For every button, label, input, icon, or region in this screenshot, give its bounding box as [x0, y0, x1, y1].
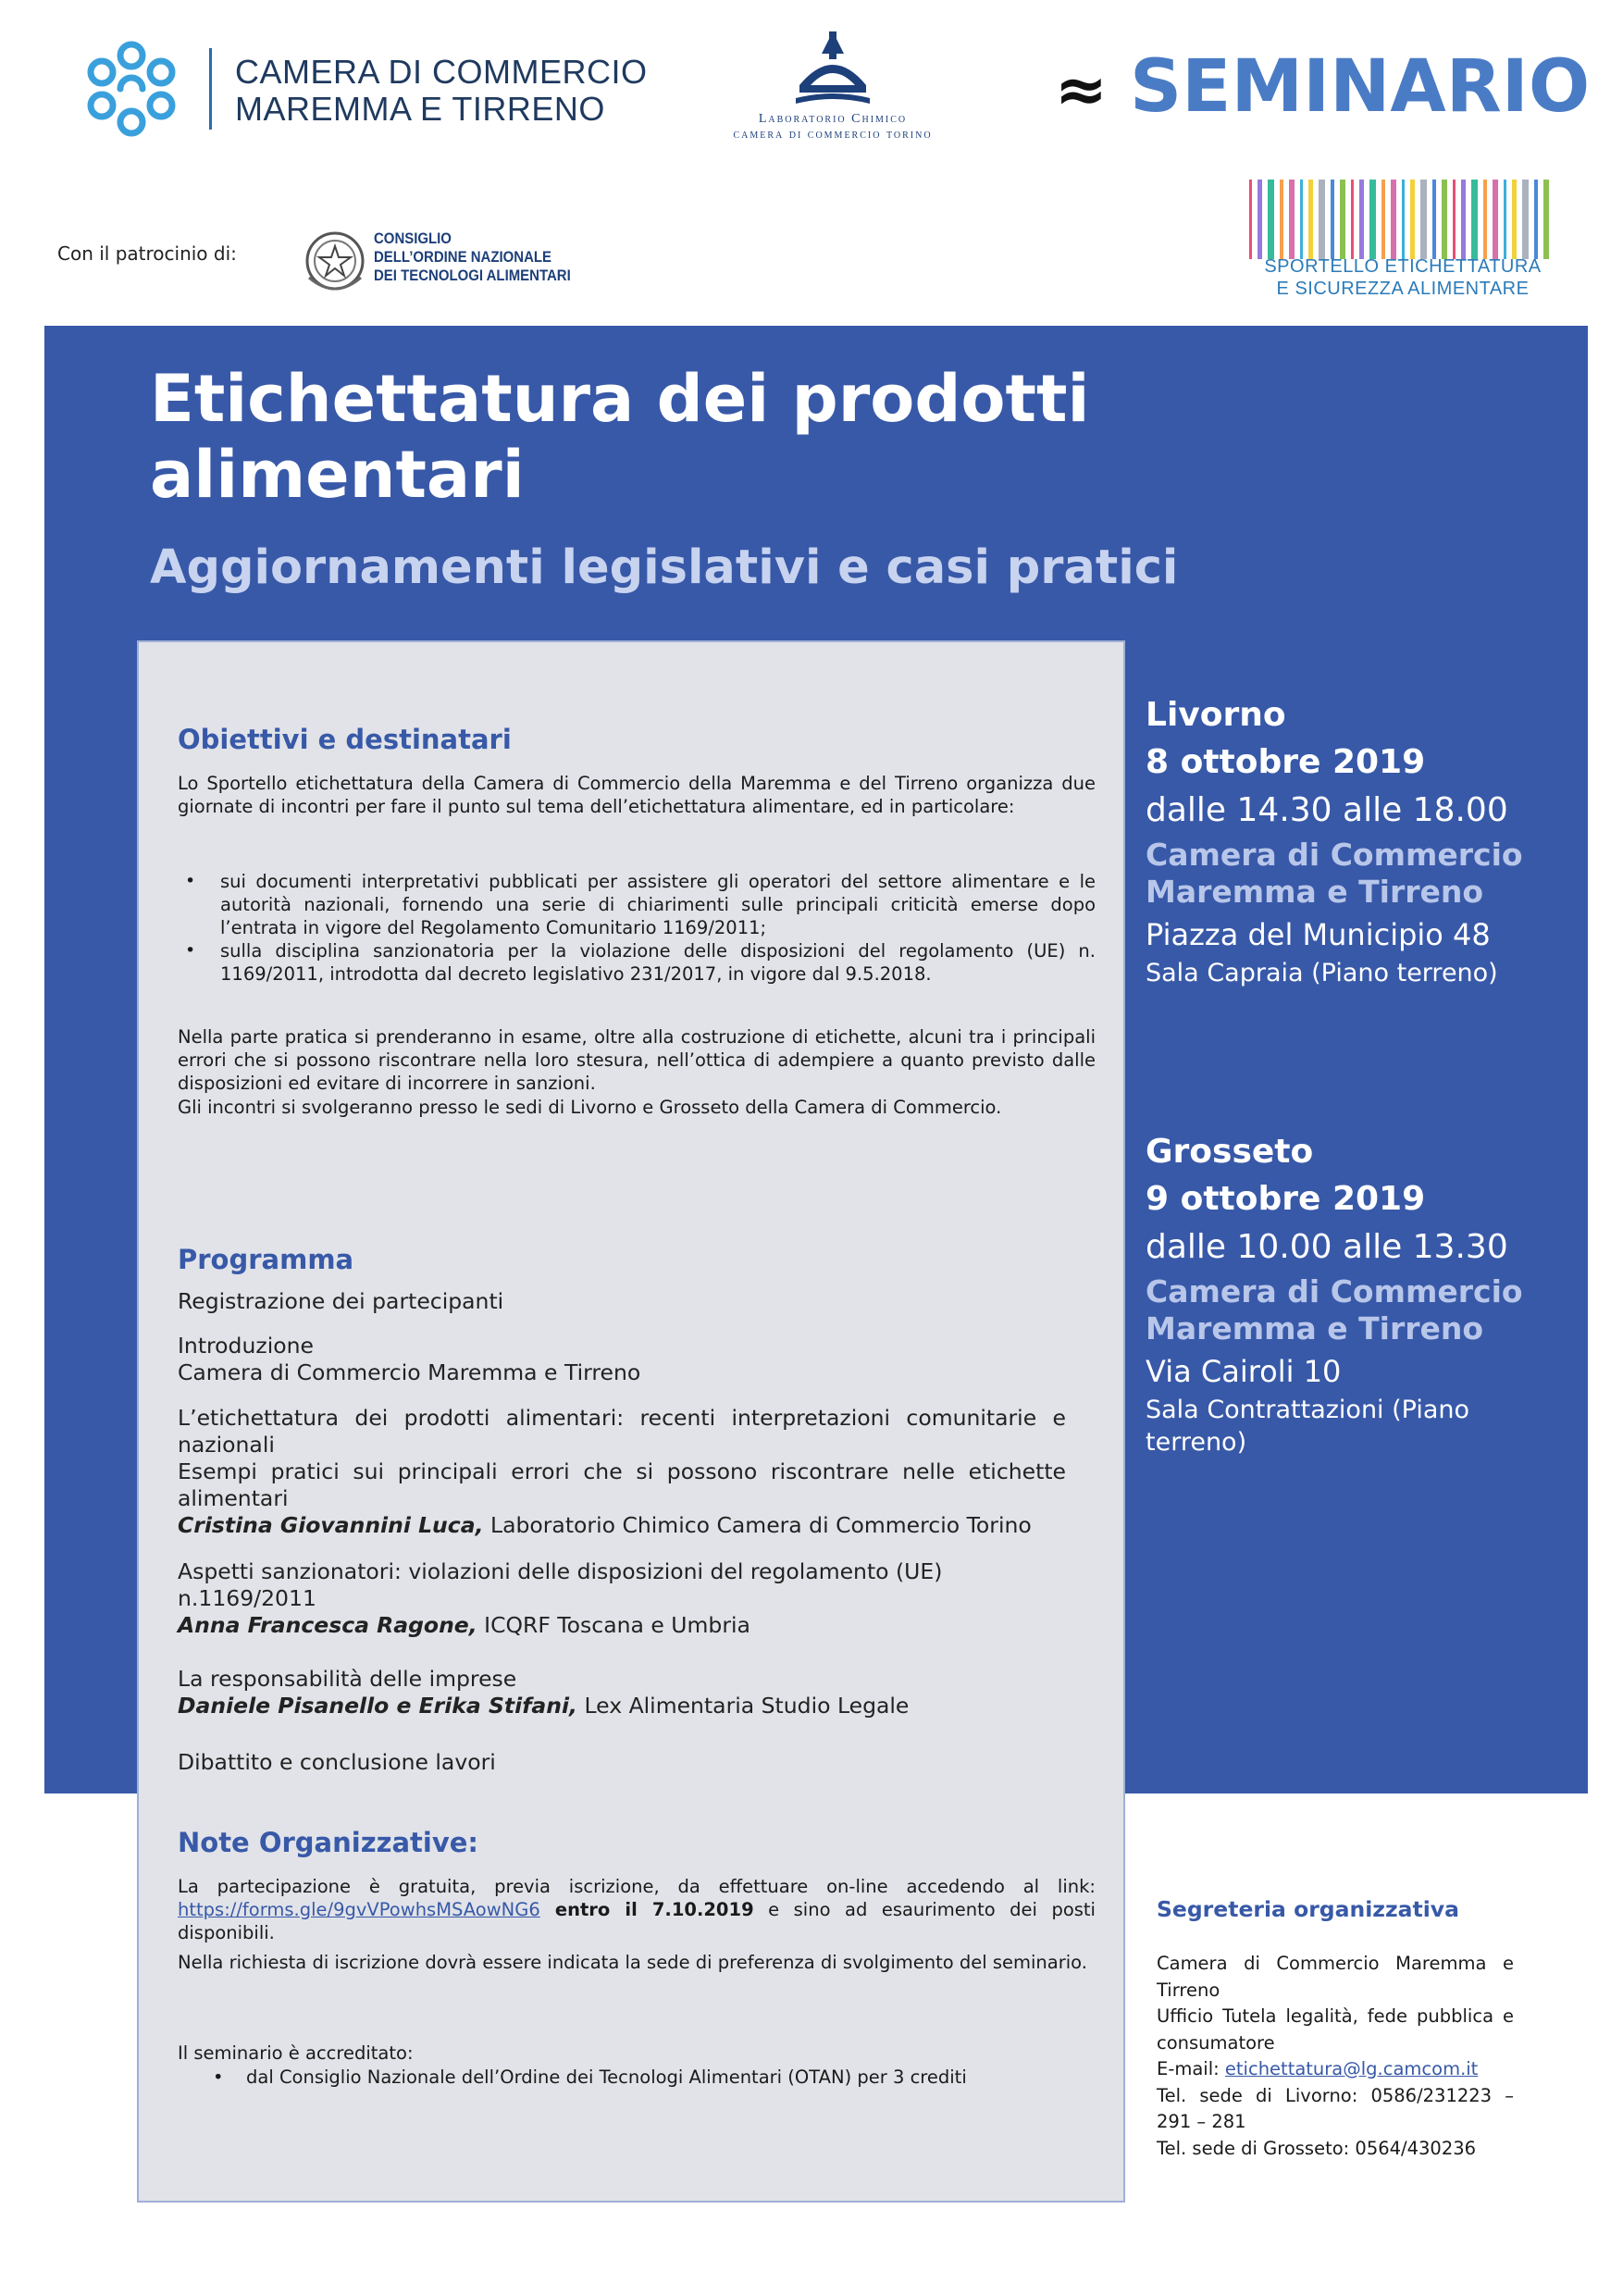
programma-sanzioni — [178, 1558, 1066, 1639]
event-time: dalle 10.00 alle 13.30 — [1146, 1228, 1508, 1266]
etichettatura-topic: L’etichettatura dei prodotti alimentari: recenti interpretazioni comunitarie e nazionali — [178, 1405, 1066, 1458]
barcode-bar — [1308, 180, 1313, 259]
seminario-heading — [1055, 41, 1590, 137]
ccm-logo — [80, 37, 648, 139]
sportello-logo-line1: SPORTELLO ETICHETTATURA — [1264, 256, 1542, 277]
ccm-logo-text — [235, 54, 648, 128]
barcode-bar — [1268, 180, 1274, 259]
note-deadline: entro il 7.10.2019 — [539, 1899, 754, 1920]
barcode-bar — [1331, 180, 1334, 259]
obiettivi-heading: Obiettivi e destinatari — [178, 724, 512, 755]
barcode-bar — [1369, 180, 1376, 259]
event-venue-line2: Maremma e Tirreno — [1146, 874, 1484, 910]
event-venue-line1: Camera di Commercio — [1146, 837, 1523, 873]
barcode-bar — [1410, 180, 1415, 259]
registration-link[interactable]: https://forms.gle/9gvVPowhsMSAowNG6 — [178, 1899, 540, 1920]
email-label: E-mail: — [1157, 2058, 1225, 2079]
page-title — [150, 361, 1260, 513]
otan-logo-line3: DEI TECNOLOGI ALIMENTARI — [374, 267, 571, 284]
event-city: Grosseto — [1146, 1133, 1314, 1171]
barcode-icon — [1249, 180, 1555, 259]
barcode-bar — [1300, 180, 1303, 259]
speaker-1-org: Laboratorio Chimico Camera di Commercio Torino — [483, 1512, 1032, 1538]
event-address: Via Cairoli 10 — [1146, 1354, 1342, 1389]
event-date: 8 ottobre 2019 — [1146, 743, 1426, 781]
email-link[interactable]: etichettatura@lg.camcom.it — [1224, 2058, 1479, 2079]
note-accreditato: Il seminario è accreditato: — [178, 2042, 414, 2064]
lab-logo-line2: camera di commercio torino — [733, 128, 933, 142]
speaker-1 — [178, 1512, 1066, 1539]
barcode-bar — [1442, 180, 1447, 259]
responsabilita-topic: La responsabilità delle imprese — [178, 1666, 517, 1692]
speaker-3-name: Daniele Pisanello e Erika Stifani, — [178, 1693, 577, 1719]
sportello-logo-text — [1245, 255, 1560, 300]
barcode-bar — [1461, 180, 1466, 259]
approx-symbol: ≈ — [1055, 54, 1108, 127]
barcode-bar — [1381, 180, 1385, 259]
event-date: 9 ottobre 2019 — [1146, 1180, 1426, 1218]
barcode-bar — [1543, 180, 1549, 259]
introduzione-by: Camera di Commercio Maremma e Tirreno — [178, 1359, 641, 1385]
barcode-bar — [1319, 180, 1325, 259]
event-room: Sala Capraia (Piano terreno) — [1146, 959, 1498, 987]
segreteria-tel-grosseto: Tel. sede di Grosseto: 0564/430236 — [1157, 2137, 1477, 2159]
event-city: Livorno — [1146, 696, 1286, 734]
barcode-bar — [1483, 180, 1487, 259]
barcode-bar — [1420, 180, 1427, 259]
sanzioni-topic: Aspetti sanzionatori: violazioni delle disposizioni del regolamento (UE) n.1169/2011 — [178, 1558, 943, 1611]
note-iscrizione — [178, 1875, 1096, 1944]
barcode-bar — [1359, 180, 1364, 259]
speaker-1-name: Cristina Giovannini Luca, — [178, 1512, 484, 1538]
segreteria-heading: Segreteria organizzativa — [1157, 1896, 1459, 1922]
obiettivi-pratica: Nella parte pratica si prenderanno in esame, oltre alla costruzione di etichette, alcuni tra i principali errori che si possono riscontrare nella loro stesura, nell’ottica di adempiere a quanto previsto dalle disposizioni ed evitare di incorrere in sanzioni. — [178, 1026, 1096, 1094]
event-venue — [1146, 1273, 1571, 1347]
obiettivi-intro: Lo Sportello etichettatura della Camera di Commercio della Maremma e del Tirreno organizza due giornate di incontri per fare il punto sul tema dell’etichettatura alimentare, ed in particolare: — [178, 773, 1096, 817]
segreteria-tel-livorno: Tel. sede di Livorno: 0586/231223 – 291 – 281 — [1157, 2084, 1514, 2132]
barcode-bar — [1534, 180, 1538, 259]
otan-logo — [298, 222, 603, 304]
event-room: Sala Contrattazioni (Piano terreno) — [1146, 1396, 1470, 1457]
speaker-2 — [178, 1612, 1066, 1639]
sportello-logo-line2: E SICUREZZA ALIMENTARE — [1276, 279, 1530, 299]
introduzione-label: Introduzione — [178, 1333, 314, 1359]
lab-logo-line1: Laboratorio Chimico — [758, 112, 908, 126]
page-title-line1: Etichettatura dei prodotti — [150, 361, 1090, 437]
barcode-bar — [1504, 180, 1506, 259]
segreteria-org: Camera di Commercio Maremma e Tirreno — [1157, 1953, 1514, 2001]
credit-list — [178, 2066, 1096, 2089]
barcode-bar — [1249, 180, 1252, 259]
segreteria-box — [1157, 1895, 1514, 2162]
page-title-line2: alimentari — [150, 437, 525, 513]
barcode-bar — [1493, 180, 1498, 259]
event-address: Piazza del Municipio 48 — [1146, 917, 1491, 952]
speaker-3 — [178, 1693, 1066, 1719]
obiettivi-bullet-list — [178, 870, 1096, 986]
seminario-label: SEMINARIO — [1129, 45, 1591, 129]
lab-logo-text — [685, 111, 981, 143]
barcode-bar — [1351, 180, 1354, 259]
speaker-2-org: ICQRF Toscana e Umbria — [477, 1612, 750, 1638]
ccm-logo-line2: MAREMMA E TIRRENO — [235, 90, 605, 128]
barcode-bar — [1453, 180, 1456, 259]
otan-logo-text — [374, 230, 571, 285]
esempi-topic: Esempi pratici sui principali errori che si possono riscontrare nelle etichette alimentari — [178, 1458, 1066, 1511]
barcode-bar — [1289, 180, 1295, 259]
otan-logo-line1: CONSIGLIO — [374, 230, 452, 247]
barcode-bar — [1522, 180, 1529, 259]
barcode-bar — [1512, 180, 1517, 259]
barcode-bar — [1391, 180, 1396, 259]
page-subtitle: Aggiornamenti legislativi e casi pratici — [150, 540, 1179, 595]
programma-etichettatura — [178, 1405, 1066, 1539]
programma-registrazione: Registrazione dei partecipanti — [178, 1288, 504, 1314]
programma-responsabilita — [178, 1666, 1066, 1719]
event-venue-line1: Camera di Commercio — [1146, 1273, 1523, 1309]
obiettivi-sedi: Gli incontri si svolgeranno presso le sedi di Livorno e Grosseto della Camera di Commercio. — [178, 1097, 1002, 1118]
barcode-bar — [1280, 180, 1283, 259]
note-iscrizione-text: La partecipazione è gratuita, previa iscrizione, da effettuare on-line accedendo al link: — [178, 1876, 1096, 1897]
list-item: • sui documenti interpretativi pubblicati per assistere gli operatori del settore alimentare e le autorità nazionali, fornendo una serie di chiarimenti sulle principali criticità emerse dopo l’entrata in vigore del Regolamento Comunitario 1169/2011; — [178, 870, 1096, 939]
barcode-bar — [1432, 180, 1436, 259]
event-grosseto — [1146, 1129, 1571, 1458]
event-venue-line2: Maremma e Tirreno — [1146, 1310, 1484, 1347]
note-heading: Note Organizzative: — [178, 1827, 478, 1858]
segreteria-email — [1157, 2056, 1514, 2083]
programma-introduzione — [178, 1333, 1066, 1386]
speaker-2-name: Anna Francesca Ragone, — [178, 1612, 477, 1638]
event-livorno — [1146, 692, 1571, 989]
otan-logo-line2: DELL’ORDINE NAZIONALE — [374, 248, 551, 266]
note-sede-preferenza: Nella richiesta di iscrizione dovrà essere indicata la sede di preferenza di svolgimento del seminario. — [178, 1952, 1087, 1973]
speaker-3-org: Lex Alimentaria Studio Legale — [577, 1693, 910, 1719]
programma-dibattito: Dibattito e conclusione lavori — [178, 1749, 496, 1775]
otan-seal-icon — [298, 222, 372, 304]
ccm-logo-line1: CAMERA DI COMMERCIO — [235, 53, 648, 91]
event-venue — [1146, 837, 1571, 911]
barcode-bar — [1471, 180, 1478, 259]
ccm-divider — [209, 48, 212, 130]
barcode-bar — [1402, 180, 1405, 259]
note-iscrizione-end: e sino ad esaurimento dei posti disponibili. — [178, 1899, 1096, 1943]
segreteria-ufficio: Ufficio Tutela legalità, fede pubblica e consumatore — [1157, 2005, 1514, 2054]
list-item: • sulla disciplina sanzionatoria per la violazione delle disposizioni del regolamento (UE) n. 1169/2011, introdotta dal decreto legislativo 231/2017, in vigore dal 9.5.2018. — [178, 939, 1096, 986]
list-item: • dal Consiglio Nazionale dell’Ordine dei Tecnologi Alimentari (OTAN) per 3 crediti — [178, 2066, 1096, 2089]
lab-logo — [685, 28, 981, 148]
barcode-bar — [1258, 180, 1262, 259]
lab-logo-icon — [787, 28, 879, 111]
programma-heading: Programma — [178, 1244, 354, 1275]
barcode-bar — [1340, 180, 1345, 259]
ccm-logo-icon — [80, 37, 183, 141]
event-time: dalle 14.30 alle 18.00 — [1146, 791, 1508, 829]
patrocinio-label: Con il patrocinio di: — [57, 242, 237, 265]
sportello-logo — [1245, 180, 1560, 300]
